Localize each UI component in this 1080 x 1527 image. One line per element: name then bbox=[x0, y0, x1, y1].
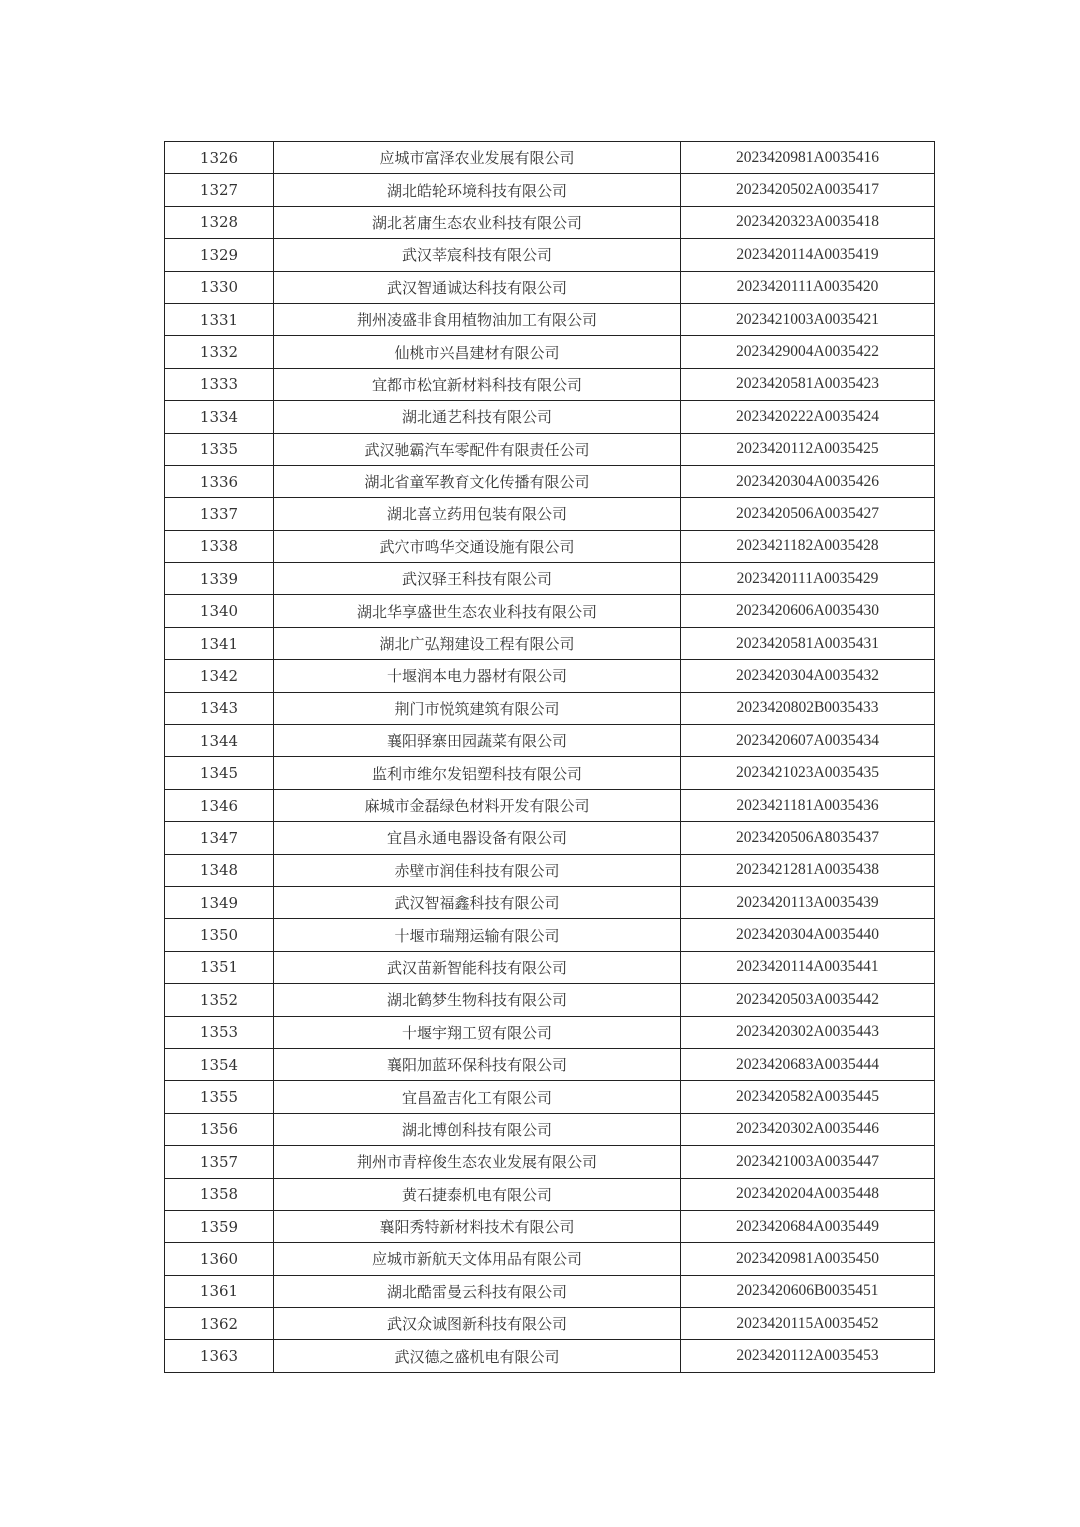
registration-code: 2023420302A0035443 bbox=[681, 1016, 935, 1048]
table-row bbox=[165, 530, 935, 562]
table-body bbox=[165, 142, 935, 1373]
company-name: 荆门市悦筑建筑有限公司 bbox=[274, 692, 681, 724]
company-name: 宜昌盈吉化工有限公司 bbox=[274, 1081, 681, 1113]
registration-code: 2023420506A8035437 bbox=[681, 822, 935, 854]
table-row bbox=[165, 303, 935, 335]
table-row bbox=[165, 1113, 935, 1145]
row-number: 1334 bbox=[165, 401, 274, 433]
registration-code: 2023420581A0035431 bbox=[681, 627, 935, 659]
company-name: 襄阳加蓝环保科技有限公司 bbox=[274, 1048, 681, 1080]
registration-code: 2023421023A0035435 bbox=[681, 757, 935, 789]
company-name: 宜昌永通电器设备有限公司 bbox=[274, 822, 681, 854]
row-number: 1331 bbox=[165, 303, 274, 335]
table-row bbox=[165, 854, 935, 886]
company-name: 襄阳秀特新材料技术有限公司 bbox=[274, 1210, 681, 1242]
table-row bbox=[165, 174, 935, 206]
table-row bbox=[165, 1243, 935, 1275]
registration-code: 2023420111A0035420 bbox=[681, 271, 935, 303]
registration-code: 2023420113A0035439 bbox=[681, 886, 935, 918]
registration-code: 2023420114A0035419 bbox=[681, 239, 935, 271]
registration-code: 2023420981A0035416 bbox=[681, 142, 935, 174]
row-number: 1333 bbox=[165, 368, 274, 400]
table-row bbox=[165, 822, 935, 854]
registration-code: 2023420684A0035449 bbox=[681, 1210, 935, 1242]
row-number: 1347 bbox=[165, 822, 274, 854]
row-number: 1346 bbox=[165, 789, 274, 821]
row-number: 1362 bbox=[165, 1308, 274, 1340]
company-name: 武汉智通诚达科技有限公司 bbox=[274, 271, 681, 303]
table-row bbox=[165, 498, 935, 530]
registration-code: 2023420302A0035446 bbox=[681, 1113, 935, 1145]
registration-code: 2023420115A0035452 bbox=[681, 1308, 935, 1340]
table-row bbox=[165, 336, 935, 368]
row-number: 1363 bbox=[165, 1340, 274, 1372]
registration-code: 2023420112A0035425 bbox=[681, 433, 935, 465]
table-row bbox=[165, 660, 935, 692]
table-row bbox=[165, 1308, 935, 1340]
row-number: 1353 bbox=[165, 1016, 274, 1048]
row-number: 1345 bbox=[165, 757, 274, 789]
registration-code: 2023421281A0035438 bbox=[681, 854, 935, 886]
row-number: 1327 bbox=[165, 174, 274, 206]
company-name: 应城市新航天文体用品有限公司 bbox=[274, 1243, 681, 1275]
company-name: 荆州市青梓俊生态农业发展有限公司 bbox=[274, 1146, 681, 1178]
company-name: 武汉苗新智能科技有限公司 bbox=[274, 951, 681, 983]
row-number: 1358 bbox=[165, 1178, 274, 1210]
registration-code: 2023420581A0035423 bbox=[681, 368, 935, 400]
row-number: 1335 bbox=[165, 433, 274, 465]
company-name: 湖北茗庸生态农业科技有限公司 bbox=[274, 206, 681, 238]
row-number: 1349 bbox=[165, 886, 274, 918]
registration-code: 2023420606B0035451 bbox=[681, 1275, 935, 1307]
company-name: 湖北博创科技有限公司 bbox=[274, 1113, 681, 1145]
company-name: 湖北鹤梦生物科技有限公司 bbox=[274, 984, 681, 1016]
company-name: 应城市富泽农业发展有限公司 bbox=[274, 142, 681, 174]
registration-code: 2023429004A0035422 bbox=[681, 336, 935, 368]
table-row bbox=[165, 1016, 935, 1048]
company-name: 武汉驿王科技有限公司 bbox=[274, 563, 681, 595]
table-row bbox=[165, 1210, 935, 1242]
company-name: 监利市维尔发铝塑科技有限公司 bbox=[274, 757, 681, 789]
row-number: 1337 bbox=[165, 498, 274, 530]
row-number: 1361 bbox=[165, 1275, 274, 1307]
row-number: 1357 bbox=[165, 1146, 274, 1178]
row-number: 1354 bbox=[165, 1048, 274, 1080]
registration-code: 2023420222A0035424 bbox=[681, 401, 935, 433]
row-number: 1350 bbox=[165, 919, 274, 951]
row-number: 1341 bbox=[165, 627, 274, 659]
row-number: 1342 bbox=[165, 660, 274, 692]
registration-code: 2023420607A0035434 bbox=[681, 725, 935, 757]
registration-code: 2023420802B0035433 bbox=[681, 692, 935, 724]
registration-code: 2023420114A0035441 bbox=[681, 951, 935, 983]
row-number: 1332 bbox=[165, 336, 274, 368]
table-row bbox=[165, 1048, 935, 1080]
registration-code: 2023420582A0035445 bbox=[681, 1081, 935, 1113]
company-name: 湖北省童军教育文化传播有限公司 bbox=[274, 465, 681, 497]
company-name: 湖北广弘翔建设工程有限公司 bbox=[274, 627, 681, 659]
table-row bbox=[165, 1178, 935, 1210]
company-name: 麻城市金磊绿色材料开发有限公司 bbox=[274, 789, 681, 821]
registration-code: 2023420304A0035426 bbox=[681, 465, 935, 497]
table-row bbox=[165, 563, 935, 595]
registration-code: 2023421003A0035447 bbox=[681, 1146, 935, 1178]
company-name: 湖北酷雷曼云科技有限公司 bbox=[274, 1275, 681, 1307]
registration-code: 2023421003A0035421 bbox=[681, 303, 935, 335]
table-row bbox=[165, 595, 935, 627]
company-name: 武汉莘宸科技有限公司 bbox=[274, 239, 681, 271]
company-name: 十堰市瑞翔运输有限公司 bbox=[274, 919, 681, 951]
row-number: 1330 bbox=[165, 271, 274, 303]
row-number: 1352 bbox=[165, 984, 274, 1016]
registration-code: 2023420323A0035418 bbox=[681, 206, 935, 238]
row-number: 1339 bbox=[165, 563, 274, 595]
registration-code: 2023420606A0035430 bbox=[681, 595, 935, 627]
table-row bbox=[165, 725, 935, 757]
company-name: 武汉智福鑫科技有限公司 bbox=[274, 886, 681, 918]
company-name: 湖北喜立药用包装有限公司 bbox=[274, 498, 681, 530]
registration-code: 2023420204A0035448 bbox=[681, 1178, 935, 1210]
company-name: 湖北华享盛世生态农业科技有限公司 bbox=[274, 595, 681, 627]
table-row bbox=[165, 433, 935, 465]
company-name: 十堰润本电力器材有限公司 bbox=[274, 660, 681, 692]
table-row bbox=[165, 239, 935, 271]
table-row bbox=[165, 984, 935, 1016]
row-number: 1343 bbox=[165, 692, 274, 724]
company-name: 十堰宇翔工贸有限公司 bbox=[274, 1016, 681, 1048]
registration-code: 2023421182A0035428 bbox=[681, 530, 935, 562]
company-name: 武汉德之盛机电有限公司 bbox=[274, 1340, 681, 1372]
row-number: 1356 bbox=[165, 1113, 274, 1145]
registration-code: 2023420506A0035427 bbox=[681, 498, 935, 530]
row-number: 1360 bbox=[165, 1243, 274, 1275]
table-row bbox=[165, 206, 935, 238]
table-row bbox=[165, 757, 935, 789]
table-row bbox=[165, 919, 935, 951]
row-number: 1340 bbox=[165, 595, 274, 627]
registration-code: 2023420111A0035429 bbox=[681, 563, 935, 595]
row-number: 1336 bbox=[165, 465, 274, 497]
row-number: 1348 bbox=[165, 854, 274, 886]
table-row bbox=[165, 1275, 935, 1307]
company-name: 襄阳驿寨田园蔬菜有限公司 bbox=[274, 725, 681, 757]
table-row bbox=[165, 789, 935, 821]
company-name: 宜都市松宜新材料科技有限公司 bbox=[274, 368, 681, 400]
row-number: 1326 bbox=[165, 142, 274, 174]
table-row bbox=[165, 401, 935, 433]
table-row bbox=[165, 1081, 935, 1113]
table-row bbox=[165, 271, 935, 303]
company-name: 武穴市鸣华交通设施有限公司 bbox=[274, 530, 681, 562]
row-number: 1328 bbox=[165, 206, 274, 238]
row-number: 1359 bbox=[165, 1210, 274, 1242]
registration-code: 2023420981A0035450 bbox=[681, 1243, 935, 1275]
registration-code: 2023420502A0035417 bbox=[681, 174, 935, 206]
table-row bbox=[165, 692, 935, 724]
table-row bbox=[165, 886, 935, 918]
registration-code: 2023420683A0035444 bbox=[681, 1048, 935, 1080]
row-number: 1355 bbox=[165, 1081, 274, 1113]
table-row bbox=[165, 1146, 935, 1178]
registration-code: 2023420304A0035440 bbox=[681, 919, 935, 951]
company-name: 赤壁市润佳科技有限公司 bbox=[274, 854, 681, 886]
table-row bbox=[165, 368, 935, 400]
registration-code: 2023420112A0035453 bbox=[681, 1340, 935, 1372]
row-number: 1351 bbox=[165, 951, 274, 983]
company-name: 武汉众诚图新科技有限公司 bbox=[274, 1308, 681, 1340]
company-name: 湖北通艺科技有限公司 bbox=[274, 401, 681, 433]
registration-code: 2023420503A0035442 bbox=[681, 984, 935, 1016]
registration-code: 2023420304A0035432 bbox=[681, 660, 935, 692]
company-list-table bbox=[164, 141, 935, 1373]
company-name: 荆州凌盛非食用植物油加工有限公司 bbox=[274, 303, 681, 335]
row-number: 1338 bbox=[165, 530, 274, 562]
row-number: 1344 bbox=[165, 725, 274, 757]
company-name: 湖北皓轮环境科技有限公司 bbox=[274, 174, 681, 206]
table-row bbox=[165, 951, 935, 983]
table-row bbox=[165, 627, 935, 659]
table-row bbox=[165, 1340, 935, 1372]
company-name: 武汉驰霸汽车零配件有限责任公司 bbox=[274, 433, 681, 465]
table-row bbox=[165, 142, 935, 174]
company-name: 黄石捷泰机电有限公司 bbox=[274, 1178, 681, 1210]
table-row bbox=[165, 465, 935, 497]
company-name: 仙桃市兴昌建材有限公司 bbox=[274, 336, 681, 368]
registration-code: 2023421181A0035436 bbox=[681, 789, 935, 821]
row-number: 1329 bbox=[165, 239, 274, 271]
